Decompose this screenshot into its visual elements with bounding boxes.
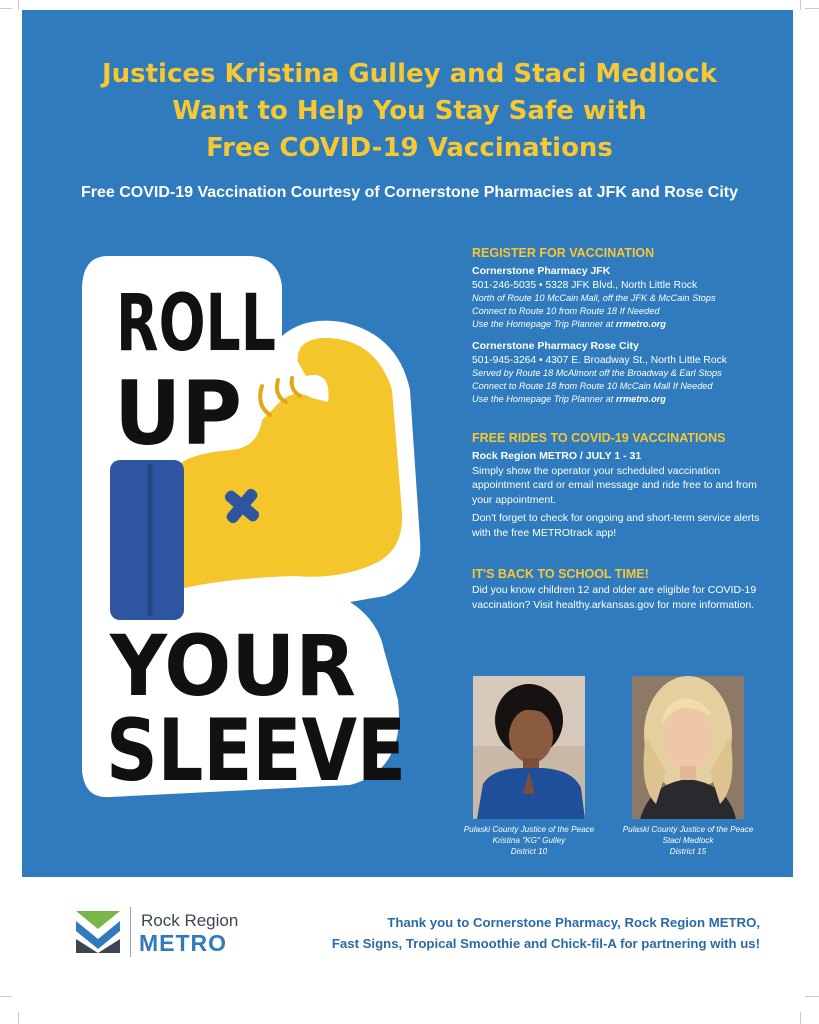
pharmacy-rose-city — [472, 340, 772, 406]
pharmacy-name: Cornerstone Pharmacy JFK — [472, 265, 611, 277]
register-heading: REGISTER FOR VACCINATION — [472, 246, 655, 260]
pharmacy-contact: 501-945-3264 • 4307 E. Broadway St., North Little Rock — [472, 354, 727, 366]
crop-mark — [805, 996, 819, 997]
subheadline: Free COVID-19 Vaccination Courtesy of Cornerstone Pharmacies at JFK and Rose City — [80, 184, 739, 201]
sleeve — [110, 460, 184, 620]
artwork-word-up: UP — [114, 362, 242, 465]
thank-you-line: Thank you to Cornerstone Pharmacy, Rock Region METRO, — [387, 915, 760, 930]
logo-text-metro: METRO — [139, 930, 228, 956]
crop-mark — [800, 0, 801, 10]
trip-planner-note — [472, 393, 772, 406]
trip-planner-link[interactable]: rrmetro.org — [615, 319, 666, 329]
caption-district: District 10 — [510, 847, 548, 856]
caption-title: Pulaski County Justice of the Peace — [463, 825, 595, 834]
headline-line: Free COVID-19 Vaccinations — [206, 133, 613, 163]
caption-name: Kristina "KG" Gulley — [492, 836, 566, 845]
crop-mark — [0, 996, 12, 997]
crop-mark — [800, 1012, 801, 1024]
rides-heading: FREE RIDES TO COVID-19 VACCINATIONS — [472, 431, 726, 445]
headline-line: Want to Help You Stay Safe with — [172, 96, 647, 126]
caption-name: Staci Medlock — [662, 836, 714, 845]
photo-staci-medlock — [632, 676, 744, 819]
rides-paragraph: Simply show the operator your scheduled vaccination appointment card or email message and ride free to and from your appointment. — [472, 464, 757, 506]
crop-mark — [18, 1012, 19, 1024]
crop-mark — [0, 8, 12, 9]
portrait-image — [473, 676, 585, 819]
rock-region-metro-logo-icon — [74, 909, 122, 955]
school-paragraph: Did you know children 12 and older are eligible for COVID-19 vaccination? Visit healthy.arkansas.gov for more information. — [472, 584, 757, 611]
headline — [0, 56, 819, 167]
trip-planner-note — [472, 318, 772, 331]
roll-up-your-sleeve-artwork — [80, 250, 428, 802]
trip-planner-prefix: Use the Homepage Trip Planner at — [472, 319, 616, 329]
logo-divider — [130, 907, 131, 957]
crop-mark — [805, 8, 819, 9]
photo-kristina-gulley — [473, 676, 585, 819]
pharmacy-note: Served by Route 18 McAlmont off the Broadway & Earl Stops — [472, 368, 722, 378]
trip-planner-link[interactable]: rrmetro.org — [615, 394, 666, 404]
rides-body — [472, 449, 777, 540]
artwork-word-your: YOUR — [109, 617, 356, 715]
thank-you-line: Fast Signs, Tropical Smoothie and Chick-fil-A for partnering with us! — [331, 936, 760, 951]
pharmacy-name: Cornerstone Pharmacy Rose City — [472, 340, 639, 352]
pharmacy-note: Connect to Route 18 from Route 10 McCain Mall If Needed — [472, 381, 713, 391]
caption-district: District 15 — [669, 847, 707, 856]
school-heading: IT'S BACK TO SCHOOL TIME! — [472, 567, 649, 581]
rides-paragraph: Don't forget to check for ongoing and short-term service alerts with the free METROtrack app! — [472, 512, 760, 539]
logo-text-rock-region: Rock Region — [141, 911, 239, 930]
crop-mark — [18, 0, 19, 10]
pharmacy-note: Connect to Route 10 from Route 18 If Needed — [472, 306, 660, 316]
rides-subheading: Rock Region METRO / JULY 1 - 31 — [472, 450, 642, 462]
pharmacy-contact: 501-246-5035 • 5328 JFK Blvd., North Little Rock — [472, 279, 698, 291]
caption-title: Pulaski County Justice of the Peace — [622, 825, 754, 834]
artwork-word-sleeve: SLEEVE — [106, 701, 406, 801]
caption-kristina-gulley — [449, 824, 609, 857]
portrait-image — [632, 676, 744, 819]
pharmacy-jfk — [472, 265, 772, 331]
pharmacy-note: North of Route 10 McCain Mall, off the JFK & McCain Stops — [472, 293, 716, 303]
caption-staci-medlock — [608, 824, 768, 857]
artwork-word-roll: ROLL — [116, 279, 276, 369]
trip-planner-prefix: Use the Homepage Trip Planner at — [472, 394, 616, 404]
thank-you-message — [332, 912, 760, 954]
headline-line: Justices Kristina Gulley and Staci Medlock — [101, 59, 718, 89]
